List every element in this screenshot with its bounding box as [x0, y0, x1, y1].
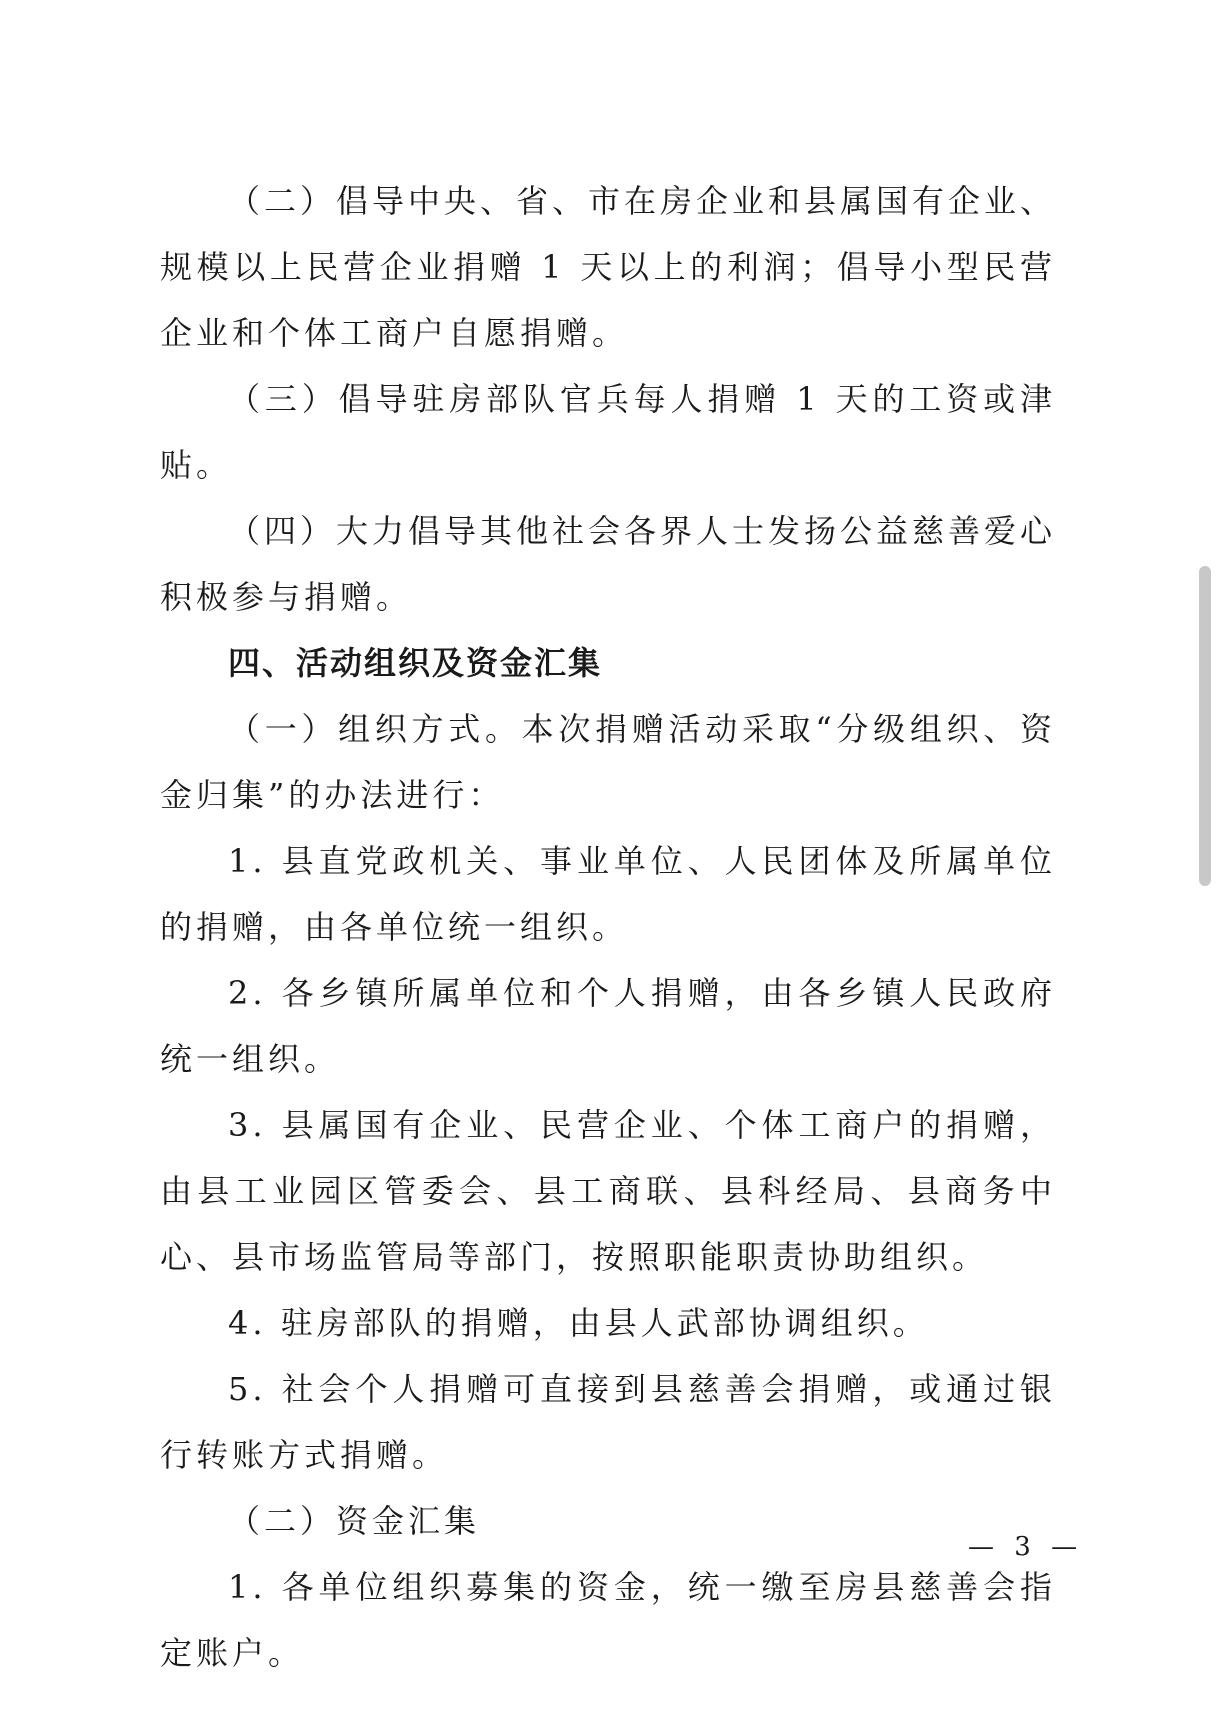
- list-item-1-agencies: 1. 县直党政机关、事业单位、人民团体及所属单位的捐赠，由各单位统一组织。: [160, 842, 1056, 946]
- page-number: — 3 —: [968, 1532, 1084, 1562]
- paragraph-organization-method: （一）组织方式。本次捐赠活动采取“分级组织、资金归集”的办法进行：: [160, 710, 1056, 814]
- document-body: [160, 168, 1056, 1686]
- list-item-3-enterprises: 3. 县属国有企业、民营企业、个体工商户的捐赠，由县工业园区管委会、县工商联、县科经局、县商务中心、县市场监管局等部门，按照职能职责协助组织。: [160, 1106, 1056, 1276]
- subheading-fund-collection: （二）资金汇集: [228, 1502, 481, 1540]
- paragraph-enterprise-donation: （二）倡导中央、省、市在房企业和县属国有企业、规模以上民营企业捐赠 1 天以上的利润；倡导小型民营企业和个体工商户自愿捐赠。: [160, 182, 1057, 352]
- section-heading-organization: 四、活动组织及资金汇集: [228, 644, 603, 682]
- paragraph-society-donation: （四）大力倡导其他社会各界人士发扬公益慈善爱心积极参与捐赠。: [160, 512, 1057, 616]
- list-item-1-fund-account: 1. 各单位组织募集的资金，统一缴至房县慈善会指定账户。: [160, 1568, 1056, 1672]
- paragraph-troops-donation: （三）倡导驻房部队官兵每人捐赠 1 天的工资或津贴。: [160, 380, 1056, 484]
- list-item-5-individuals: 5. 社会个人捐赠可直接到县慈善会捐赠，或通过银行转账方式捐赠。: [160, 1370, 1056, 1474]
- list-item-2-townships: 2. 各乡镇所属单位和个人捐赠，由各乡镇人民政府统一组织。: [160, 974, 1056, 1078]
- scrollbar-thumb[interactable]: [1199, 566, 1211, 886]
- list-item-4-troops: 4. 驻房部队的捐赠，由县人武部协调组织。: [228, 1304, 929, 1342]
